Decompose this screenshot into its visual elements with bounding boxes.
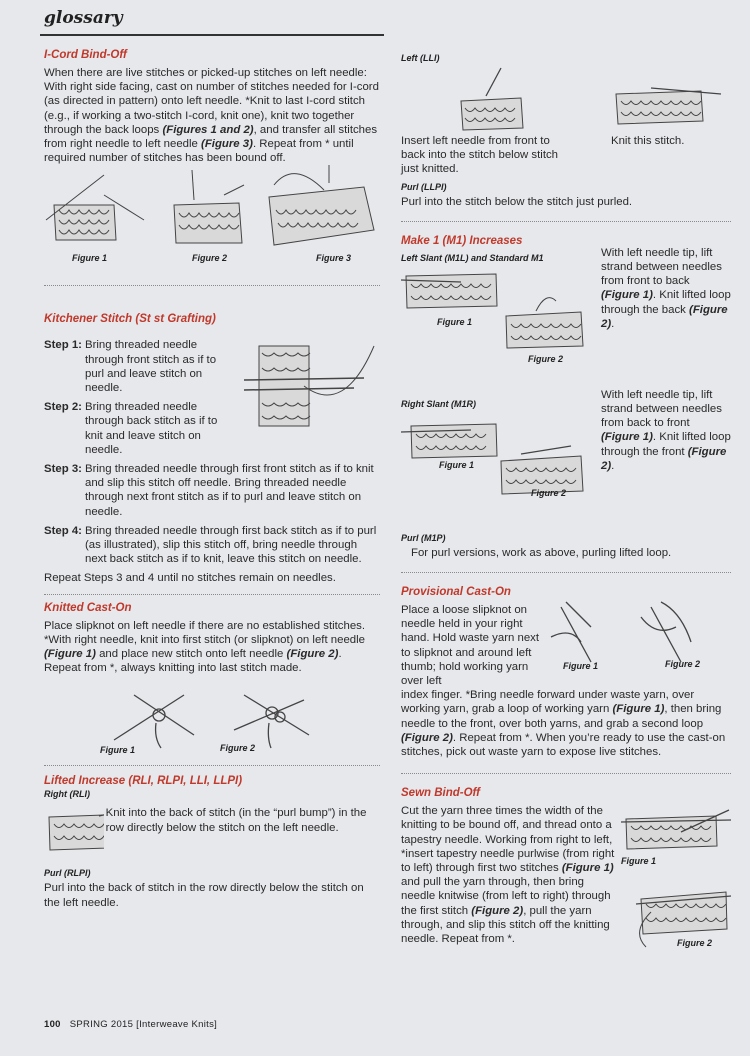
kitchener-title: Kitchener Stitch (St st Grafting) xyxy=(44,313,216,326)
m1r-text: With left needle tip, lift strand between needles from back to front (Figure 1). Knit lifted loop through the front (Figure 2). xyxy=(601,388,731,472)
m1r-label: Right Slant (M1R) xyxy=(401,398,476,409)
sewn-title: Sewn Bind-Off xyxy=(401,787,481,800)
sewn-block xyxy=(401,804,731,949)
kitchener-step-3 xyxy=(44,462,380,519)
step-text: Bring threaded needle through first front stitch as if to knit and slip this stitch off needle. Bring threaded needle through next front stitch as if to purl and leave stitch on needle. xyxy=(84,463,374,518)
step-label: Step 2: xyxy=(44,401,82,414)
kco-figures xyxy=(44,675,380,765)
step-text: Bring threaded needle through front stitch as if to purl and leave stitch on needle. xyxy=(84,339,217,395)
m1l-ref-1: (Figure 1) xyxy=(601,289,653,302)
m1r-fig2-label: Figure 2 xyxy=(531,487,567,498)
prov-ref-2: (Figure 2) xyxy=(401,731,453,744)
icord-text-3: . Repeat from * until required number of stitches has been bound off. xyxy=(44,138,354,165)
lifted-section xyxy=(44,774,380,909)
icord-title: I-Cord Bind-Off xyxy=(44,49,127,61)
kitchener-step-1 xyxy=(44,338,234,395)
m1l-ref-2: (Figure 2) xyxy=(601,303,728,330)
step-label: Step 3: xyxy=(44,463,82,476)
step-label: Step 1: xyxy=(44,339,82,352)
kco-fig1-label: Figure 1 xyxy=(100,745,136,756)
provisional-section xyxy=(401,585,731,759)
m1l-illustration xyxy=(401,266,597,376)
sewn-fig2-label: Figure 2 xyxy=(677,938,713,949)
kco-illustration xyxy=(44,675,380,755)
prov-text-1: index finger. *Bring needle forward under waste yarn, over working yarn, grab a loop of working yarn xyxy=(401,689,695,716)
left-column xyxy=(44,48,380,910)
sewn-ref-2: (Figure 2) xyxy=(471,904,524,917)
kco-ref-1: (Figure 1) xyxy=(44,648,96,661)
kitchener-step-2 xyxy=(44,400,234,457)
rli-text: Knit into the back of stitch (in the “purl bump”) in the row directly below the stitch on the left needle. xyxy=(105,807,367,834)
kitchener-repeat: Repeat Steps 3 and 4 until no stitches remain on needles. xyxy=(44,572,336,585)
m1-section xyxy=(401,234,731,560)
kitchener-step-4 xyxy=(44,524,380,567)
m1l-text: With left needle tip, lift strand between needles from front to back (Figure 1). Knit lifted loop through the back (Figure 2). xyxy=(601,246,731,330)
kco-text-3: . Repeat from *, always knitting into last stitch made. xyxy=(44,648,342,675)
lli-text-2: Knit this stitch. xyxy=(611,135,685,147)
provisional-body xyxy=(401,688,731,759)
prov-ref-1: (Figure 1) xyxy=(612,703,665,716)
lli-illustration xyxy=(401,66,731,134)
m1r-ref-2: (Figure 2) xyxy=(601,445,727,472)
lli-text-row xyxy=(401,134,731,177)
sewn-text-2: and pull the yarn through, then bring needle knitwise (from left to right) through the first stitch xyxy=(401,876,611,917)
m1r-ref-1: (Figure 1) xyxy=(601,431,653,444)
m1p-label: Purl (M1P) xyxy=(401,532,446,543)
lli-section xyxy=(401,52,731,209)
kitchener-illustration xyxy=(244,338,380,438)
sewn-text-1: Cut the yarn three times the width of the knitting to be bound off, and thread onto a tapestry needle. Working from right to left, *insert tapestry needle purlwise (from right to left) through first two stitches xyxy=(401,805,615,875)
rli-label: Right (RLI) xyxy=(44,789,90,800)
icord-body xyxy=(44,66,380,165)
kitchener-steps xyxy=(44,338,380,585)
m1-left-block xyxy=(401,246,731,390)
m1l-fig1-label: Figure 1 xyxy=(437,316,473,327)
prov-text-2: , then bring needle to the front, over both yarns, and grab a second loop xyxy=(401,703,722,730)
provisional-narrow-text: Place a loose slipknot on needle held in your right hand. Hold waste yarn next to slipknot and around left thumb; hold working yarn over left xyxy=(401,604,540,688)
knitted-cast-on-section xyxy=(44,601,380,766)
icord-figures xyxy=(44,165,380,275)
icord-fig1-label: Figure 1 xyxy=(72,253,108,264)
icord-ref-2: (Figure 3) xyxy=(201,138,253,151)
kitchener-section xyxy=(44,312,380,585)
provisional-block xyxy=(401,603,731,688)
icord-text-2: , and transfer all stitches from right needle to left needle xyxy=(44,123,378,151)
lli-text-1: Insert left needle from front to back into the stitch below stitch just knitted. xyxy=(401,135,559,176)
divider xyxy=(401,572,731,573)
footer-text: SPRING 2015 [Interweave Knits] xyxy=(69,1019,218,1030)
prov-text-3: . Repeat from *. When you’re ready to use the cast-on stitches, pick out waste yarn to expose live stitches. xyxy=(401,731,726,759)
rlpi-text: Purl into the back of stitch in the row directly below the stitch on the left needle. xyxy=(44,882,364,909)
m1r-text-2: . Knit lifted loop through the front xyxy=(601,431,731,458)
m1r-illustration xyxy=(401,416,597,516)
knitted-cast-on-title: Knitted Cast-On xyxy=(44,601,132,614)
right-column xyxy=(401,52,731,949)
sewn-fig1-label: Figure 1 xyxy=(621,856,657,867)
lifted-title: Lifted Increase (RLI, RLPI, LLI, LLPI) xyxy=(44,775,243,788)
provisional-fig1-label: Figure 1 xyxy=(563,661,599,672)
icord-illustration xyxy=(44,165,380,260)
divider xyxy=(44,765,380,766)
icord-text-1: When there are live stitches or picked-up stitches on left needle: With right side facing, cast on number of stitches needed for I-cord (as directed in pattern) onto left needle. *Knit to last I-cord stitch (e.g., if working a two-stitch I-cord, knit one), knit two together through the back loops xyxy=(44,67,379,136)
m1l-fig2-label: Figure 2 xyxy=(528,353,564,364)
m1r-text-1: With left needle tip, lift strand between needles from back to front xyxy=(601,388,722,430)
m1-title: Make 1 (M1) Increases xyxy=(401,234,523,247)
llpi-text: Purl into the stitch below the stitch just purled. xyxy=(401,195,633,208)
icord-fig3-label: Figure 3 xyxy=(316,253,352,264)
step-text: Bring threaded needle through first back stitch as if to purl (as illustrated), slip this stitch off, bring needle through next back stitch as if to knit, leave this stitch on needle. xyxy=(84,524,377,566)
divider xyxy=(44,594,380,595)
rli-illustration xyxy=(44,802,104,857)
divider xyxy=(44,285,380,286)
sewn-ref-1: (Figure 1) xyxy=(561,862,614,875)
knitted-cast-on-body xyxy=(44,619,380,676)
m1l-label: Left Slant (M1L) and Standard M1 xyxy=(401,252,544,263)
icord-ref-1: (Figures 1 and 2) xyxy=(162,123,254,136)
divider xyxy=(401,773,731,774)
header-rule xyxy=(40,34,384,36)
m1l-text-1: With left needle tip, lift strand between needles from front to back xyxy=(601,246,722,288)
m1l-text-2: . Knit lifted loop through the back xyxy=(601,289,731,316)
llpi-label: Purl (LLPI) xyxy=(401,181,447,192)
kco-text-2: and place new stitch onto left needle xyxy=(95,648,284,661)
page-number: 100 xyxy=(44,1019,61,1030)
kco-fig2-label: Figure 2 xyxy=(220,743,256,754)
rli-row xyxy=(44,802,380,857)
kco-text-1: Place slipknot on left needle if there are no established stitches. *With right needle, knit into first stitch (or slipknot) on left needle xyxy=(44,619,366,646)
kco-ref-2: (Figure 2) xyxy=(286,648,339,661)
m1p-text: For purl versions, work as above, purling lifted loop. xyxy=(411,546,672,559)
icord-section xyxy=(44,48,380,275)
sewn-text-3: , pull the yarn through, and slip this stitch off the knitting needle. Repeat from *. xyxy=(401,904,610,946)
footer xyxy=(44,1019,217,1030)
icord-fig2-label: Figure 2 xyxy=(192,253,228,264)
divider xyxy=(401,221,731,222)
m1-right-block xyxy=(401,390,731,526)
m1r-fig1-label: Figure 1 xyxy=(439,459,475,470)
step-text: Bring threaded needle through back stitch as if to knit and leave stitch on needle. xyxy=(84,401,218,456)
provisional-title: Provisional Cast-On xyxy=(401,586,511,599)
rlpi-label: Purl (RLPI) xyxy=(44,868,91,879)
sewn-body xyxy=(401,804,619,946)
lli-label: Left (LLI) xyxy=(401,53,440,63)
sewn-section xyxy=(401,786,731,949)
step-label: Step 4: xyxy=(44,524,82,537)
provisional-fig2-label: Figure 2 xyxy=(665,659,701,670)
page-title: glossary xyxy=(44,8,123,28)
